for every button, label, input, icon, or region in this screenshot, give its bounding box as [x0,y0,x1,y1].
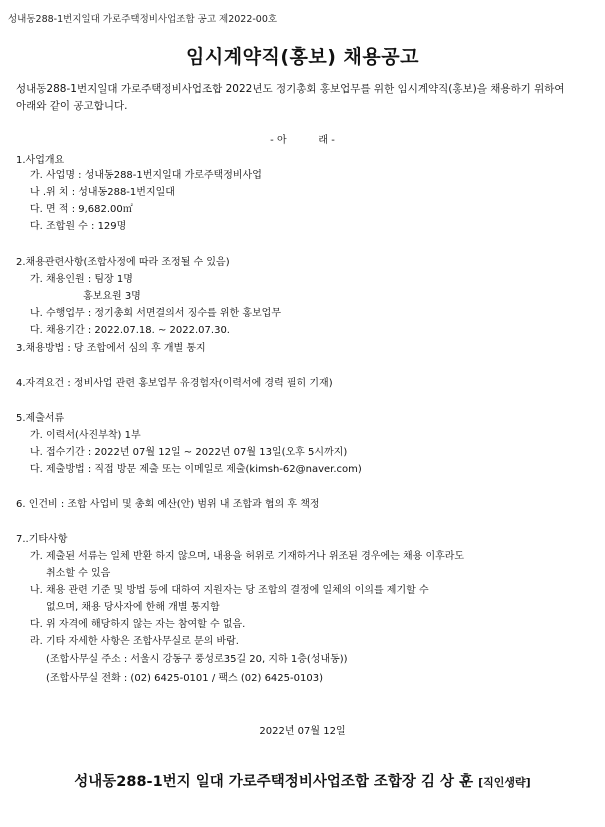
intro-line-1: 성내동288-1번지일대 가로주택정비사업조합 2022년도 정기총회 홍보업무를 위한 임시계약직(홍보)을 채용하기 위하여 [16,83,565,95]
section-heading: 3.채용방법 : 당 조합에서 심의 후 개별 통지 [16,343,206,354]
page-title: 임시계약직(홍보) 채용공고 [186,46,419,68]
section-heading: 1.사업개요 [16,155,65,166]
list-item: 다. 면 적 : 9,682.00㎡ [30,204,133,215]
list-item: 나. 접수기간 : 2022년 07월 12일 ~ 2022년 07월 13일(오후 5시까지) [30,447,348,458]
intro-line-2: 아래와 같이 공고합니다. [16,100,128,112]
list-item: (조합사무실 전화 : (02) 6425-0101 / 팩스 (02) 6425-0103) [46,673,323,684]
list-item: 가. 이력서(사진부착) 1부 [30,430,141,441]
list-item: 다. 제출방법 : 직접 방문 제출 또는 이메일로 제출(kimsh-62@naver.com) [30,464,362,475]
seal-omitted-label: [직인생략] [478,776,531,789]
list-item: 홍보요원 3명 [83,291,141,302]
list-item: 나 .위 치 : 성내동288-1번지일대 [30,187,175,198]
list-item: 다. 채용기간 : 2022.07.18. ~ 2022.07.30. [30,325,230,336]
notice-date: 2022년 07월 12일 [259,726,346,737]
section-heading: 7..기타사항 [16,534,68,545]
list-item: 다. 위 자격에 해당하지 않는 자는 참여할 수 없음. [30,619,246,630]
section-heading: 6. 인건비 : 조합 사업비 및 총회 예산(안) 범위 내 조합과 협의 후 책정 [16,499,320,510]
list-item: 취소할 수 있음 [46,568,111,579]
list-item: 없으며, 채용 당사자에 한해 개별 통지함 [46,602,220,613]
list-item: 나. 채용 관련 기준 및 방법 등에 대하여 지원자는 당 조합의 결정에 일체의 이의를 제기할 수 [30,585,429,596]
signature-line [0,770,605,791]
list-item: 가. 사업명 : 성내동288-1번지일대 가로주택정비사업 [30,170,262,181]
list-item: (조합사무실 주소 : 서울시 강동구 풍성로35길 20, 지하 1층(성내동)) [46,654,348,665]
section-heading: 5.제출서류 [16,413,65,424]
notice-number-header: 성내동288-1번지일대 가로주택정비사업조합 공고 제2022-00호 [8,14,278,25]
section-heading: 4.자격요건 : 정비사업 관련 홍보업무 유경험자(이력서에 경력 필히 기재) [16,378,333,389]
list-item: 라. 기타 자세한 사항은 조합사무실로 문의 바람. [30,636,239,647]
list-item: 다. 조합원 수 : 129명 [30,221,127,232]
list-item: 나. 수행업무 : 정기총회 서면결의서 징수를 위한 홍보업무 [30,308,281,319]
signature-text: 성내동288-1번지 일대 가로주택정비사업조합 조합장 김 상 훈 [74,774,474,790]
below-heading: - 아 래 - [270,135,335,146]
section-heading: 2.채용관련사항(조합사정에 따라 조정될 수 있음) [16,257,230,268]
list-item: 가. 채용인원 : 팀장 1명 [30,274,133,285]
list-item: 가. 제출된 서류는 일체 반환 하지 않으며, 내용을 허위로 기재하거나 위조된 경우에는 채용 이후라도 [30,551,465,562]
